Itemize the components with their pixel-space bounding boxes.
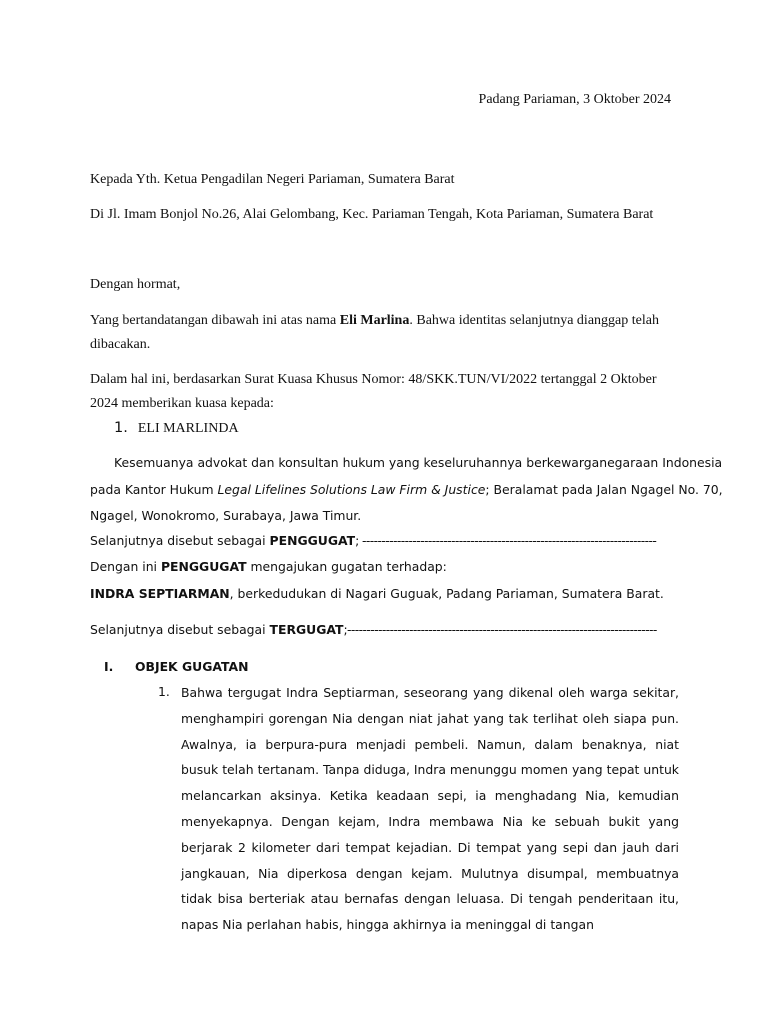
identity-text: Yang bertandatangan dibawah ini atas nama — [90, 313, 340, 328]
mandate-paragraph — [90, 368, 657, 416]
item-number: 1. — [158, 684, 170, 699]
defendant-domicile: , berkedudukan di Nagari Guguak, Padang Pariaman, Sumatera Barat. — [229, 586, 664, 601]
greeting: Dengan hormat, — [90, 277, 181, 292]
section-numeral: I. — [104, 659, 114, 674]
attorney-list-item — [114, 420, 239, 437]
firm-name: Legal Lifelines Solutions Law Firm & Justice — [217, 482, 486, 497]
defendant-designation — [90, 622, 657, 637]
plaintiff-text: Selanjutnya disebut sebagai — [90, 533, 270, 548]
plaintiff-dashes: ; ---------------------------------------------------------------------------- — [355, 533, 657, 548]
mandate-line-2: 2024 memberikan kuasa kepada: — [90, 396, 274, 411]
identity-text-after: . Bahwa identitas selanjutnya dianggap telah — [409, 313, 659, 328]
suit-statement — [90, 559, 447, 574]
address-line: Di Jl. Imam Bonjol No.26, Alai Gelombang, Kec. Pariaman Tengah, Kota Pariaman, Sumatera Barat — [90, 207, 654, 222]
recipient-line: Kepada Yth. Ketua Pengadilan Negeri Pariaman, Sumatera Barat — [90, 172, 455, 187]
attorney-number: 1. — [114, 420, 128, 436]
firm-line-1: Kesemuanya advokat dan konsultan hukum yang keseluruhannya berkewarganegaraan Indonesia — [114, 455, 723, 470]
firm-line-3: Ngagel, Wonokromo, Surabaya, Jawa Timur. — [90, 508, 362, 523]
firm-text: pada Kantor Hukum — [90, 482, 218, 497]
plaintiff-designation — [90, 533, 656, 548]
defendant-ref-text: Selanjutnya disebut sebagai — [90, 622, 270, 637]
identity-paragraph — [90, 309, 659, 357]
suit-text-after: mengajukan gugatan terhadap: — [246, 559, 447, 574]
suit-text: Dengan ini — [90, 559, 161, 574]
firm-line-2 — [90, 482, 723, 497]
defendant-label: TERGUGAT — [269, 622, 344, 637]
section-title: OBJEK GUGATAN — [135, 659, 249, 674]
mandate-line-1: Dalam hal ini, berdasarkan Surat Kuasa Khusus Nomor: 48/SKK.TUN/VI/2022 tertanggal 2 Oktober — [90, 372, 657, 387]
suit-plaintiff-label: PENGGUGAT — [160, 559, 247, 574]
defendant-line — [90, 586, 664, 601]
firm-text-after: ; Beralamat pada Jalan Ngagel No. 70, — [485, 482, 723, 497]
client-name: Eli Marlina — [339, 313, 410, 328]
plaintiff-label: PENGGUGAT — [269, 533, 356, 548]
defendant-name: INDRA SEPTIARMAN — [90, 586, 230, 601]
item-paragraph: Bahwa tergugat Indra Septiarman, seseorang yang dikenal oleh warga sekitar, menghampiri gorengan Nia dengan niat jahat yang tak terlihat oleh siapa pun. Awalnya, ia berpura-pura menjadi pembeli. Namun, dalam benaknya, niat busuk telah tertanam. Tanpa diduga, Indra menunggu momen yang tepat untuk melancarkan aksinya. Ketika keadaan sepi, ia menghadang Nia, kemudian menyekapnya. Dengan kejam, Indra membawa Nia ke sebuah bukit yang berjarak 2 kilometer dari tempat kejadian. Di tempat yang sepi dan jauh dari jangkauan, Nia diperkosa dengan kejam. Mulutnya disumpal, membuatnya tidak bisa berteriak atau bernafas dengan leluasa. Di tengah penderitaan itu, napas Nia perlahan habis, hingga akhirnya ia meninggal di tangan — [181, 685, 679, 933]
attorney-name: ELI MARLINDA — [137, 421, 239, 436]
letter-date: Padang Pariaman, 3 Oktober 2024 — [478, 92, 671, 107]
identity-text-line2: dibacakan. — [90, 337, 151, 352]
defendant-dashes: ;-------------------------------------------------------------------------------- — [343, 622, 657, 637]
